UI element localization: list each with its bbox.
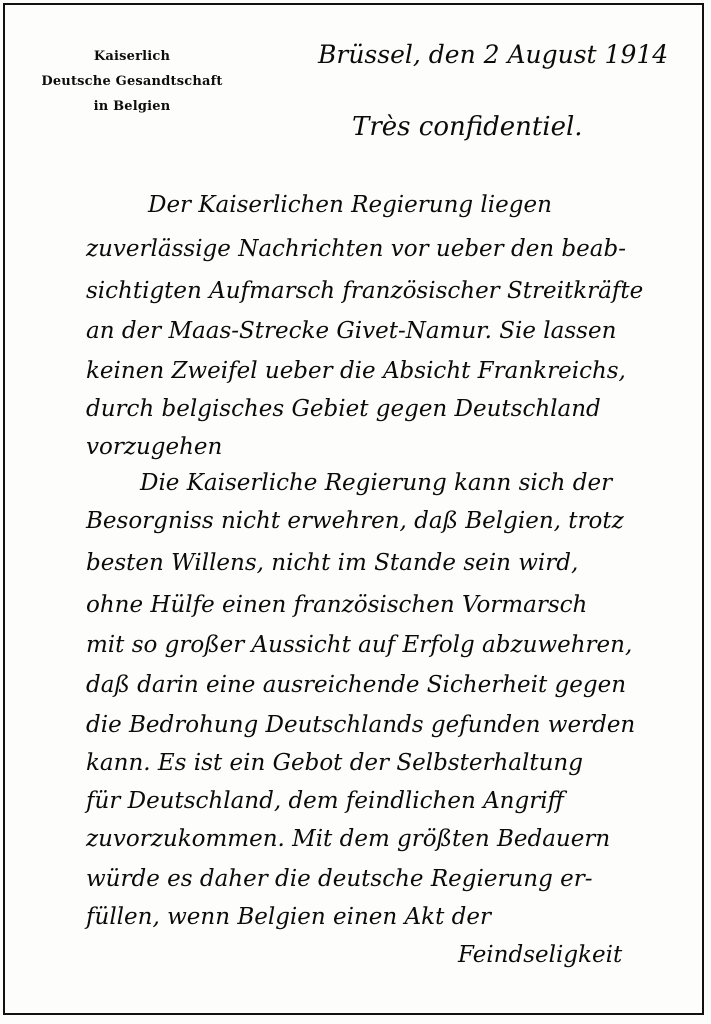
body-line: ohne Hülfe einen französischen Vormarsch xyxy=(86,592,588,618)
closing-line: Feindseligkeit xyxy=(458,942,623,968)
body-line: daß darin eine ausreichende Sicherheit gegen xyxy=(86,672,627,698)
body-line: für Deutschland, dem feindlichen Angriff xyxy=(86,788,564,814)
letterhead-line-3: in Belgien xyxy=(93,99,171,114)
confidential-heading: Très confidentiel. xyxy=(352,112,583,142)
body-line: würde es daher die deutsche Regierung er- xyxy=(86,866,593,892)
letterhead xyxy=(38,44,226,119)
body-line: besten Willens, nicht im Stande sein wird, xyxy=(86,550,579,576)
body-line: kann. Es ist ein Gebot der Selbsterhaltung xyxy=(86,750,583,776)
body-line: an der Maas-Strecke Givet-Namur. Sie lassen xyxy=(86,318,617,344)
body-line: keinen Zweifel ueber die Absicht Frankreichs, xyxy=(86,358,626,384)
body-line: mit so großer Aussicht auf Erfolg abzuwehren, xyxy=(86,632,633,658)
letterhead-line-2: Deutsche Gesandtschaft xyxy=(41,74,223,89)
body-line: zuverlässige Nachrichten vor ueber den beab- xyxy=(86,236,626,262)
body-line: Die Kaiserliche Regierung kann sich der xyxy=(140,470,613,496)
body-line: Besorgniss nicht erwehren, daß Belgien, trotz xyxy=(86,508,624,534)
body-line: füllen, wenn Belgien einen Akt der xyxy=(86,904,491,930)
body-line: die Bedrohung Deutschlands gefunden werden xyxy=(86,712,636,738)
letterhead-line-1: Kaiserlich xyxy=(93,49,171,64)
body-line: sichtigten Aufmarsch französischer Streitkräfte xyxy=(86,278,644,304)
body-line: durch belgisches Gebiet gegen Deutschland xyxy=(86,396,601,422)
body-line: vorzugehen xyxy=(86,434,223,460)
body-line: zuvorzukommen. Mit dem größten Bedauern xyxy=(86,826,611,852)
dateline: Brüssel, den 2 August 1914 xyxy=(318,40,669,69)
body-line: Der Kaiserlichen Regierung liegen xyxy=(148,192,552,218)
